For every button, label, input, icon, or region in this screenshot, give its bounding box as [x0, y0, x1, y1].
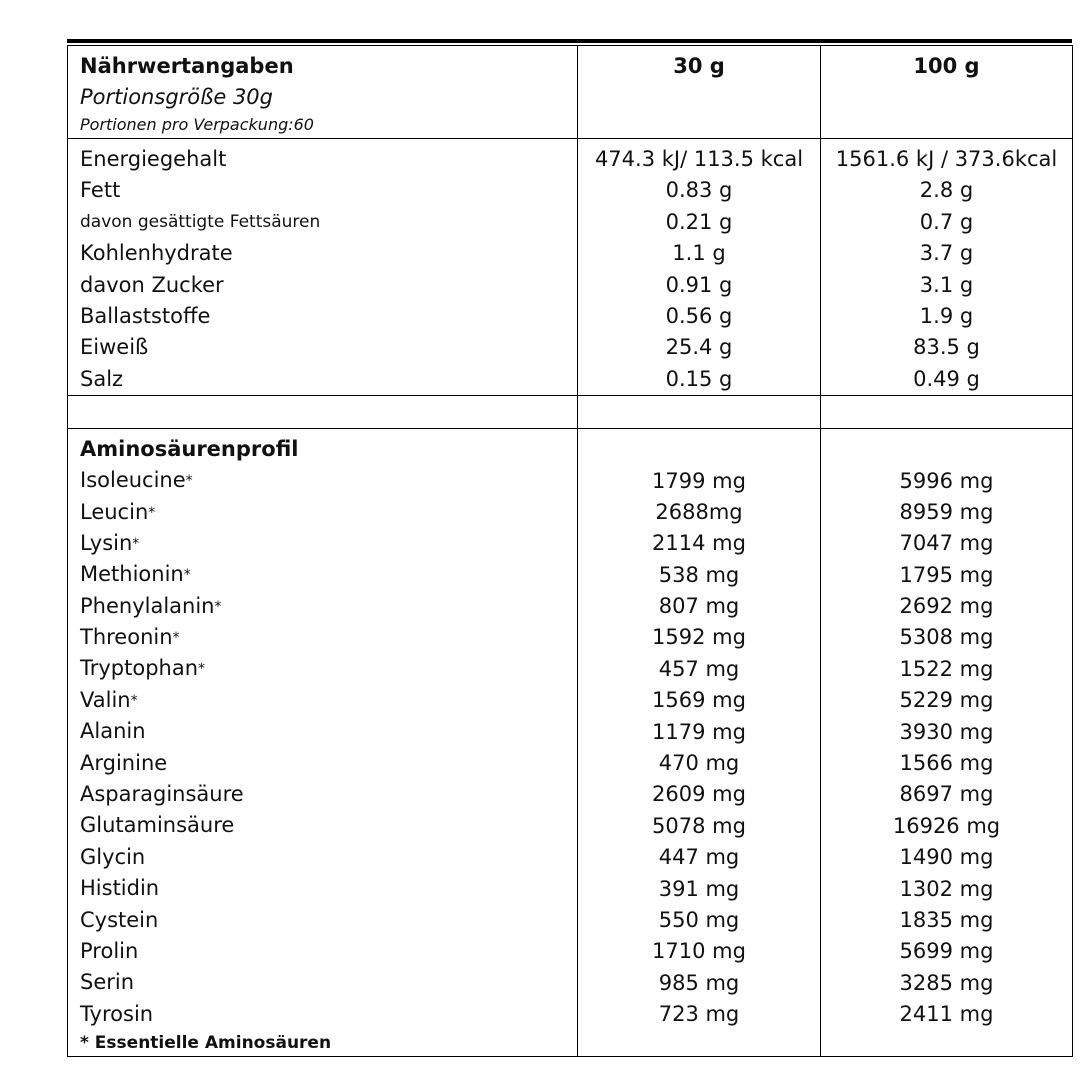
amino-100g-value: 1835 mg: [899, 907, 994, 932]
amino-100g-value: 5996 mg: [899, 468, 994, 493]
amino-100g-values: [821, 429, 1072, 1030]
amino-portion-value: 1179 mg: [652, 719, 746, 744]
nutrient-portion-values: [578, 139, 820, 395]
nutrient-portion-value: 0.91 g: [665, 272, 733, 297]
amino-100g-value: 1302 mg: [899, 876, 994, 901]
nutrient-portion-value: 0.15 g: [665, 366, 733, 391]
amino-name-row: [80, 810, 577, 841]
nutrient-100g-values: [821, 139, 1072, 395]
nutrient-name: davon Zucker: [80, 272, 224, 297]
essential-marker: *: [183, 567, 191, 584]
amino-100g-value: 3930 mg: [899, 719, 994, 744]
amino-name: Cystein: [80, 907, 159, 932]
amino-100g-value: 7047 mg: [899, 531, 994, 556]
amino-name: Arginine: [80, 750, 168, 775]
nutrition-label: [67, 39, 1072, 1054]
amino-name-row: [80, 685, 577, 716]
nutrient-100-cell: [821, 139, 1073, 396]
amino-100g-value: 8697 mg: [899, 782, 994, 807]
column-header-portion: 30 g: [673, 54, 725, 78]
essential-marker: *: [172, 630, 180, 647]
amino-portion-value: 1569 mg: [652, 688, 746, 713]
amino-names-cell: [68, 429, 578, 1057]
amino-name: Lysin: [80, 530, 133, 555]
amino-100g-value: 5699 mg: [899, 939, 994, 964]
spacer-cell: [68, 396, 578, 429]
amino-name-row: [80, 967, 577, 998]
amino-portion-value: 538 mg: [658, 562, 740, 587]
amino-100g-value: 1566 mg: [899, 751, 994, 776]
nutrient-100g-value: 0.7 g: [919, 209, 974, 234]
amino-name: Histidin: [80, 876, 160, 901]
amino-portion-value: 2688mg: [655, 499, 743, 524]
essential-marker: *: [185, 473, 193, 490]
amino-100g-value: 5308 mg: [899, 625, 994, 650]
amino-name: Threonin: [80, 625, 173, 650]
essential-marker: *: [198, 661, 206, 678]
amino-portion-value: 447 mg: [658, 845, 740, 870]
servings-per-pack: Portionen pro Verpackung:60: [80, 115, 314, 134]
nutrient-100g-value: 3.1 g: [919, 272, 974, 297]
amino-portion-value: 1592 mg: [652, 625, 746, 650]
amino-100g-value: 3285 mg: [899, 970, 994, 995]
empty-row: [578, 434, 820, 465]
amino-name-row: [80, 528, 577, 559]
essential-marker: *: [130, 692, 138, 709]
amino-name-row: [80, 653, 577, 684]
nutrient-100g-value: 3.7 g: [919, 241, 974, 266]
column-header-100g: 100 g: [913, 54, 980, 78]
label-title: Nährwertangaben: [80, 54, 294, 78]
amino-name: Alanin: [80, 719, 146, 744]
amino-name-row: [80, 936, 577, 967]
nutrient-100g-value: 1.9 g: [919, 303, 974, 328]
nutrient-portion-value: 0.21 g: [665, 209, 733, 234]
nutrient-portion-value: 25.4 g: [665, 335, 733, 360]
serving-size: Portionsgröße 30g: [80, 85, 273, 109]
amino-portion-cell: [578, 429, 821, 1057]
nutrient-portion-value: 474.3 kJ/ 113.5 kcal: [594, 147, 804, 171]
essential-marker: *: [214, 598, 222, 615]
nutrients-row: [68, 139, 1073, 396]
nutrient-name: Ballaststoffe: [80, 303, 211, 328]
amino-portion-value: 457 mg: [658, 656, 740, 681]
amino-name: Tryptophan: [80, 656, 199, 681]
amino-100g-value: 1522 mg: [899, 656, 994, 681]
nutrient-portion-value: 0.56 g: [665, 303, 733, 328]
nutrient-100g-value: 83.5 g: [913, 335, 980, 360]
amino-portion-value: 723 mg: [658, 1002, 740, 1027]
header-100-cell: [821, 46, 1073, 139]
amino-name-row: [80, 497, 577, 528]
essential-marker: *: [148, 504, 156, 521]
amino-name-row: [80, 905, 577, 936]
amino-portion-value: 5078 mg: [652, 813, 746, 838]
amino-name-row: [80, 465, 577, 496]
amino-row: [68, 429, 1073, 1057]
nutrient-name: Energiegehalt: [80, 147, 227, 171]
essential-footnote: * Essentielle Aminosäuren: [80, 1033, 332, 1054]
nutrient-portion-value: 1.1 g: [672, 241, 726, 266]
amino-name-row: [80, 748, 577, 779]
amino-name-row: [80, 591, 577, 622]
header-row: [68, 46, 1073, 139]
nutrient-names-cell: [68, 139, 578, 396]
spacer-row: [68, 396, 1073, 429]
amino-names: [68, 429, 577, 1056]
amino-portion-value: 985 mg: [658, 970, 740, 995]
amino-name-row: [80, 842, 577, 873]
amino-100g-value: 5229 mg: [899, 688, 994, 713]
nutrient-name: davon gesättigte Fettsäuren: [80, 211, 321, 232]
nutrient-name: Fett: [80, 178, 121, 203]
nutrient-name: Eiweiß: [80, 335, 149, 360]
nutrient-100g-value: 2.8 g: [919, 178, 974, 203]
nutrient-portion-cell: [578, 139, 821, 396]
nutrient-name: Kohlenhydrate: [80, 241, 233, 266]
nutrition-table: [67, 45, 1073, 1057]
amino-name-row: [80, 999, 577, 1030]
amino-name: Valin: [80, 687, 131, 712]
amino-name: Tyrosin: [80, 1001, 154, 1026]
amino-portion-value: 2609 mg: [652, 782, 746, 807]
nutrient-100g-value: 0.49 g: [913, 366, 980, 391]
amino-portion-value: 2114 mg: [652, 531, 746, 556]
spacer-cell: [821, 396, 1073, 429]
amino-name: Glycin: [80, 844, 146, 869]
amino-name-row: [80, 779, 577, 810]
amino-name: Methionin: [80, 562, 184, 587]
amino-name: Leucin: [80, 499, 149, 524]
amino-portion-value: 391 mg: [658, 876, 740, 901]
amino-title: Aminosäurenprofil: [80, 437, 299, 462]
amino-portion-value: 550 mg: [658, 907, 740, 932]
amino-portion-value: 1799 mg: [652, 468, 746, 493]
amino-100g-value: 8959 mg: [899, 499, 994, 524]
amino-name-row: [80, 622, 577, 653]
amino-portion-values: [578, 429, 820, 1030]
amino-name: Prolin: [80, 938, 139, 963]
empty-row: [821, 434, 1072, 465]
spacer-cell: [578, 396, 821, 429]
nutrient-100g-value: 1561.6 kJ / 373.6kcal: [835, 147, 1058, 171]
amino-name-row: [80, 716, 577, 747]
top-rule: [67, 39, 1072, 43]
amino-portion-value: 470 mg: [658, 751, 740, 776]
amino-name: Phenylalanin: [80, 593, 215, 618]
amino-name: Glutaminsäure: [80, 813, 235, 838]
amino-100g-value: 2411 mg: [899, 1002, 994, 1027]
amino-100-cell: [821, 429, 1073, 1057]
amino-portion-value: 807 mg: [658, 594, 740, 619]
amino-100g-value: 1490 mg: [899, 845, 994, 870]
amino-name-row: [80, 559, 577, 590]
amino-100g-value: 1795 mg: [899, 562, 994, 587]
essential-marker: *: [132, 535, 140, 552]
amino-name-row: [80, 873, 577, 904]
nutrient-portion-value: 0.83 g: [665, 178, 733, 203]
header-portion-cell: [578, 46, 821, 139]
amino-100g-value: 2692 mg: [899, 594, 994, 619]
nutrient-name: Salz: [80, 366, 124, 391]
amino-portion-value: 1710 mg: [652, 939, 746, 964]
amino-name: Asparaginsäure: [80, 782, 244, 807]
amino-name: Serin: [80, 970, 135, 995]
amino-name: Isoleucine: [80, 468, 186, 493]
header-label-cell: [68, 46, 578, 139]
nutrient-names: [68, 139, 577, 395]
amino-100g-value: 16926 mg: [892, 813, 1001, 838]
